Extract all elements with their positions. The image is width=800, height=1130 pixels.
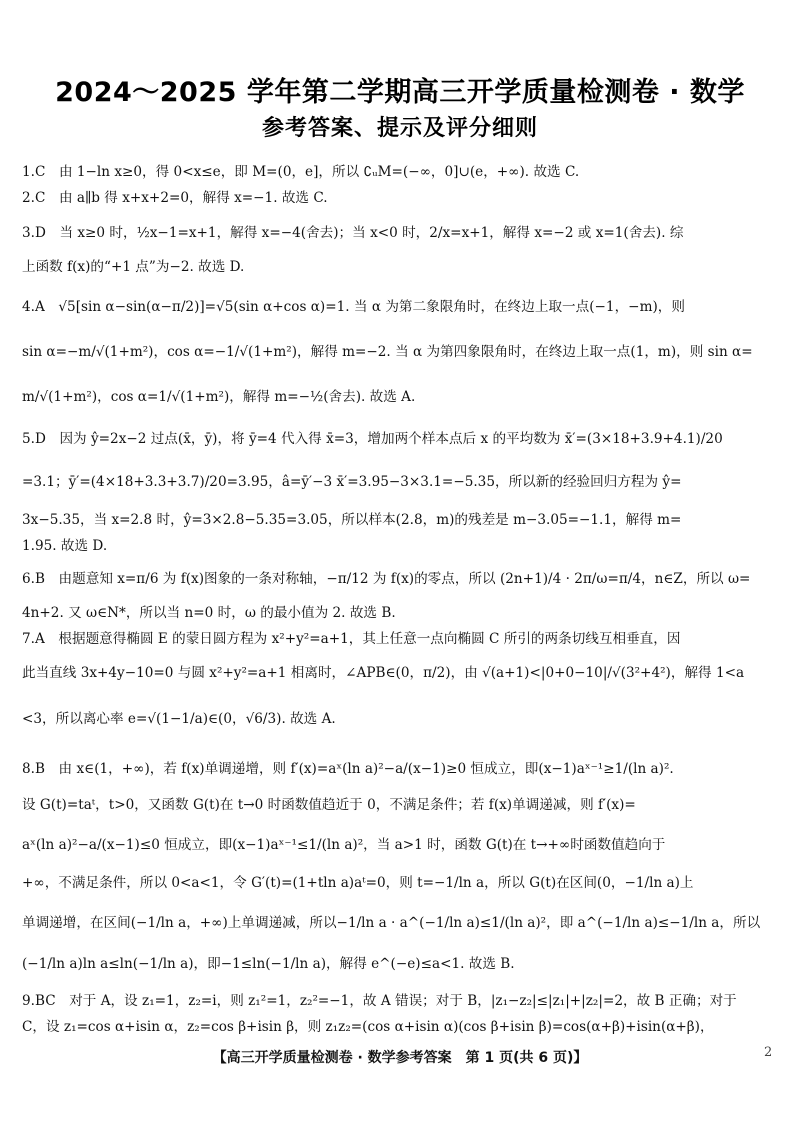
answer-line: m/√(1+m²)，cos α=1/√(1+m²)，解得 m=−½(舍去). 故选 A. — [22, 389, 416, 405]
answer-line: <3，所以离心率 e=√(1−1/a)∈(0，√6/3). 故选 A. — [22, 711, 336, 727]
answer-line: (−1/ln a)ln a≤ln(−1/ln a)，即−1≤ln(−1/ln a)，解得 e^(−e)≤a<1. 故选 B. — [22, 956, 515, 972]
answer-line: 3.D 当 x≥0 时，½x−1=x+1，解得 x=−4(舍去)；当 x<0 时，2/x=x+1，解得 x=−2 或 x=1(舍去). 综 — [22, 225, 684, 241]
answer-line: 8.B 由 x∈(1，+∞)，若 f(x)单调递增，则 f′(x)=aˣ(ln a)²−a/(x−1)≥0 恒成立，即(x−1)aˣ⁻¹≥1/(ln a)². — [22, 761, 674, 777]
answer-line: 3x−5.35，当 x=2.8 时，ŷ=3×2.8−5.35=3.05，所以样本(2.8，m)的残差是 m−3.05=−1.1，解得 m= — [22, 512, 682, 528]
page-subtitle: 参考答案、提示及评分细则 — [261, 116, 538, 141]
answer-line: 4.A √5[sin α−sin(α−π/2)]=√5(sin α+cos α)=1. 当 α 为第二象限角时，在终边上取一点(−1，−m)，则 — [22, 299, 685, 315]
answer-line: 单调递增，在区间(−1/ln a，+∞)上单调递减，所以−1/ln a · a^(−1/ln a)≤1/(ln a)²，即 a^(−1/ln a)≤−1/ln a，所以 — [22, 915, 761, 931]
answer-line: 1.C 由 1−ln x≥0，得 0<x≤e，即 M=(0，e]，所以 ∁ᵤM=(−∞，0]∪(e，+∞). 故选 C. — [22, 164, 580, 180]
answer-line: =3.1；ȳ′=(4×18+3.3+3.7)/20=3.95，â=ȳ′−3 x̄′=3.95−3×3.1=−5.35，所以新的经验回归方程为 ŷ= — [22, 474, 682, 490]
answer-line: 4n+2. 又 ω∈N*，所以当 n=0 时，ω 的最小值为 2. 故选 B. — [22, 605, 396, 621]
answer-line: 9.BC 对于 A，设 z₁=1，z₂=i，则 z₁²=1，z₂²=−1，故 A 错误；对于 B，|z₁−z₂|≤|z₁|+|z₂|=2，故 B 正确；对于 — [22, 993, 737, 1009]
page-mark: 2 — [764, 1045, 773, 1060]
answer-line: sin α=−m/√(1+m²)，cos α=−1/√(1+m²)，解得 m=−2. 当 α 为第四象限角时，在终边上取一点(1，m)，则 sin α= — [22, 344, 753, 360]
answer-line: 6.B 由题意知 x=π/6 为 f(x)图象的一条对称轴，−π/12 为 f(x)的零点，所以 (2n+1)/4 · 2π/ω=π/4，n∈Z，所以 ω= — [22, 571, 751, 587]
answer-line: +∞，不满足条件，所以 0<a<1，令 G′(t)=(1+tln a)aᵗ=0，则 t=−1/ln a，所以 G(t)在区间(0，−1/ln a)上 — [22, 875, 694, 891]
answer-line: 1.95. 故选 D. — [22, 538, 108, 554]
answer-line: 2.C 由 a∥b 得 x+x+2=0，解得 x=−1. 故选 C. — [22, 190, 328, 206]
answer-line: 5.D 因为 ŷ=2x−2 过点(x̄，ȳ)，将 ȳ=4 代入得 x̄=3，增加两个样本点后 x 的平均数为 x̄′=(3×18+3.9+4.1)/20 — [22, 431, 723, 447]
page-title: 2024～2025 学年第二学期高三开学质量检测卷 · 数学 — [55, 77, 745, 108]
answer-line: C，设 z₁=cos α+isin α，z₂=cos β+isin β，则 z₁z₂=(cos α+isin α)(cos β+isin β)=cos(α+β)+isin(α+β)， — [22, 1019, 714, 1035]
page-footer: 【高三开学质量检测卷 · 数学参考答案 第 1 页(共 6 页)】 — [212, 1050, 588, 1066]
answer-line: 设 G(t)=taᵗ，t>0，又函数 G(t)在 t→0 时函数值趋近于 0，不满足条件；若 f(x)单调递减，则 f′(x)= — [22, 797, 636, 813]
answer-line: 上函数 f(x)的“+1 点”为−2. 故选 D. — [22, 259, 245, 275]
answer-line: 此当直线 3x+4y−10=0 与圆 x²+y²=a+1 相离时，∠APB∈(0，π/2)，由 √(a+1)<|0+0−10|/√(3²+4²)，解得 1<a — [22, 665, 745, 681]
answer-line: 7.A 根据题意得椭圆 E 的蒙日圆方程为 x²+y²=a+1，其上任意一点向椭圆 C 所引的两条切线互相垂直，因 — [22, 631, 681, 647]
answer-line: aˣ(ln a)²−a/(x−1)≤0 恒成立，即(x−1)aˣ⁻¹≤1/(ln a)²，当 a>1 时，函数 G(t)在 t→+∞时函数值趋向于 — [22, 837, 666, 853]
